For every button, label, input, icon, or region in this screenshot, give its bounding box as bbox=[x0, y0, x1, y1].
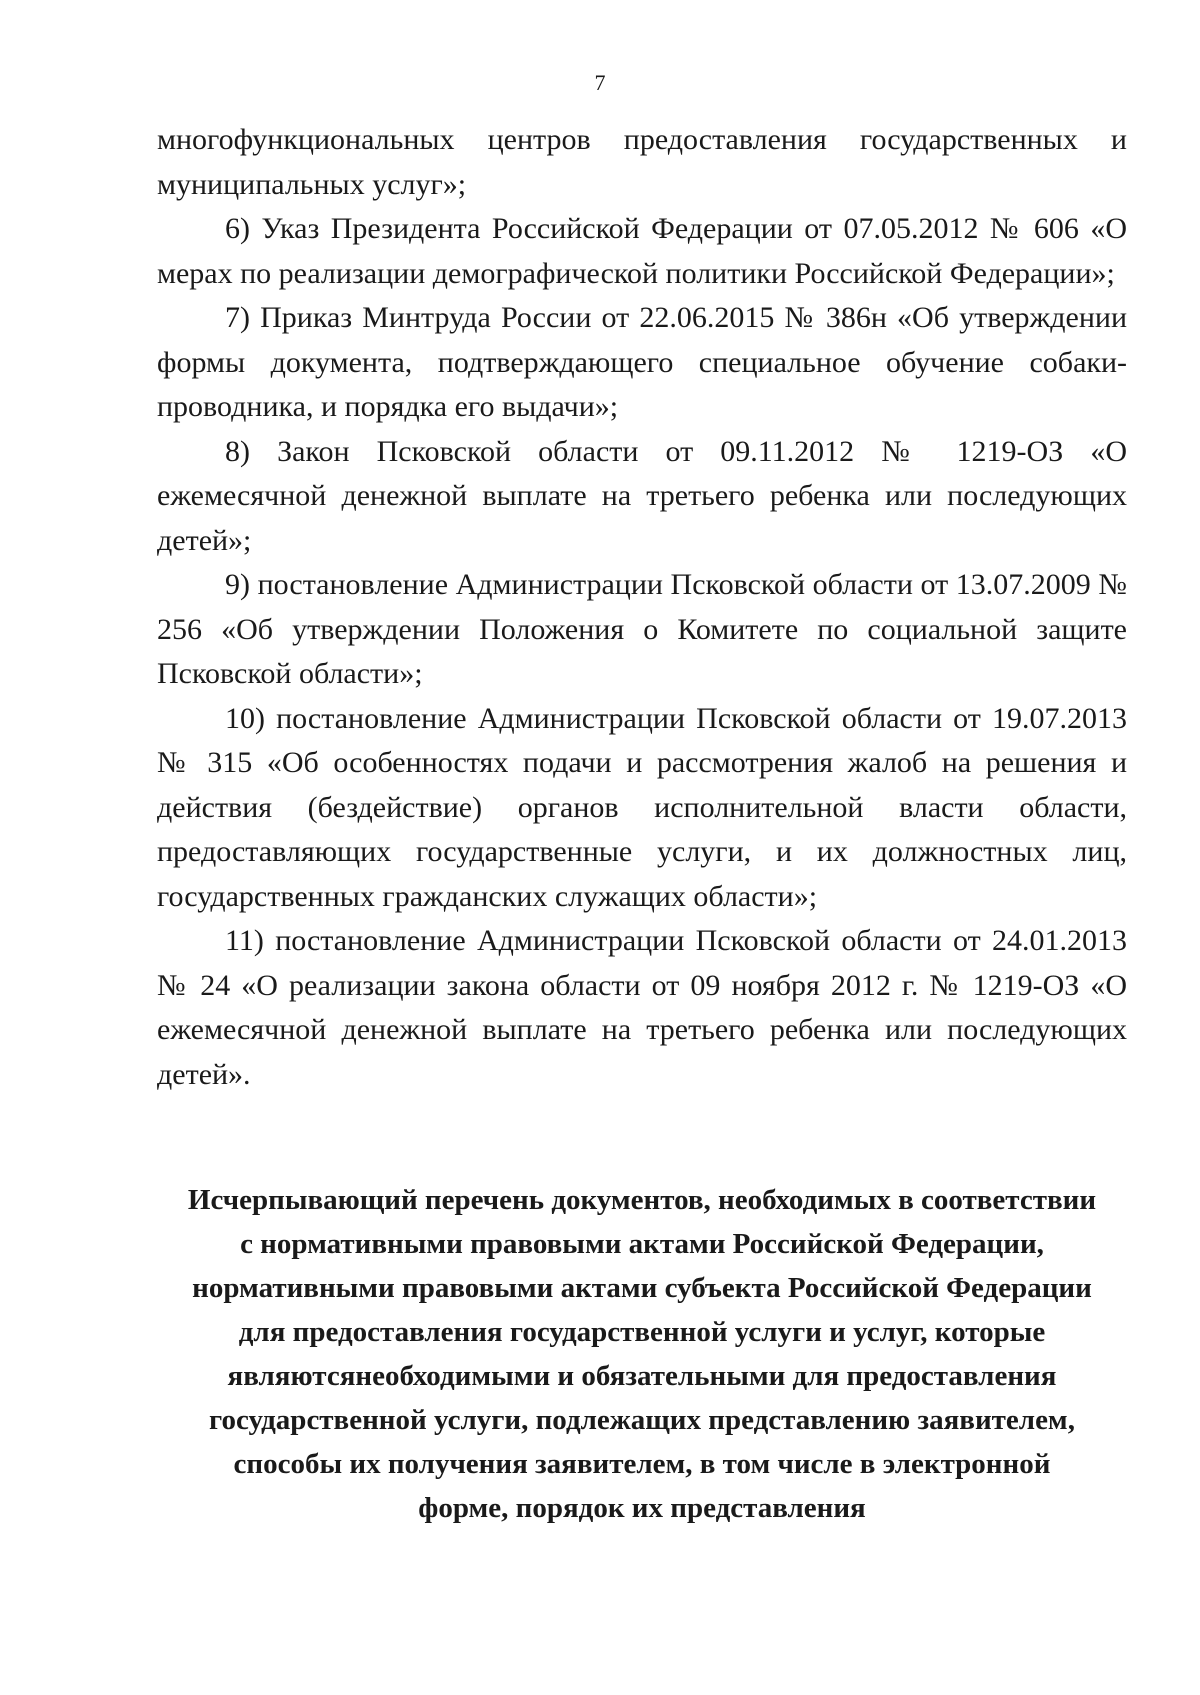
page-number: 7 bbox=[594, 70, 606, 95]
list-item-9: 9) постановление Администрации Псковской области от 13.07.2009 № 256 «Об утверждении Положения о Комитете по социальной защите Псковской области»; bbox=[157, 568, 1127, 690]
list-item-10: 10) постановление Администрации Псковской области от 19.07.2013 № 315 «Об особенностях подачи и рассмотрения жалоб на решения и действия (бездействие) органов исполнительной власти области, предоставляющих государственные услуги, и их должностных лиц, государственных гражданских служащих области»; bbox=[157, 701, 1127, 913]
paragraph-continuation: многофункциональных центров предоставления государственных и муниципальных услуг»; bbox=[157, 123, 1127, 201]
list-item-8: 8) Закон Псковской области от 09.11.2012 № 1219-ОЗ «О ежемесячной денежной выплате на третьего ребенка или последующих детей»; bbox=[157, 434, 1127, 557]
list-item-6: 6) Указ Президента Российской Федерации от 07.05.2012 № 606 «О мерах по реализации демографической политики Российской Федерации»; bbox=[157, 212, 1127, 290]
heading-line: государственной услуги, подлежащих представлению заявителем, bbox=[209, 1404, 1075, 1436]
heading-line: для предоставления государственной услуги и услуг, которые bbox=[238, 1316, 1046, 1348]
list-item-7: 7) Приказ Минтруда России от 22.06.2015 № 386н «Об утверждении формы документа, подтверждающего специальное обучение собаки-проводника, и порядка его выдачи»; bbox=[157, 301, 1127, 423]
heading-line: форме, порядок их представления bbox=[418, 1492, 866, 1524]
body-text bbox=[157, 118, 1127, 1097]
heading-line: являютсянеобходимыми и обязательными для предоставления bbox=[227, 1360, 1057, 1392]
list-item-11: 11) постановление Администрации Псковской области от 24.01.2013 № 24 «О реализации закона области от 09 ноября 2012 г. № 1219-ОЗ «О ежемесячной денежной выплате на третьего ребенка или последующих детей». bbox=[157, 924, 1127, 1091]
heading-line: нормативными правовыми актами субъекта Российской Федерации bbox=[192, 1272, 1092, 1304]
section-heading bbox=[157, 1178, 1127, 1530]
heading-line: Исчерпывающий перечень документов, необходимых в соответствии bbox=[187, 1184, 1097, 1216]
heading-line: с нормативными правовыми актами Российской Федерации, bbox=[240, 1228, 1044, 1260]
heading-line: способы их получения заявителем, в том числе в электронной bbox=[233, 1448, 1051, 1480]
